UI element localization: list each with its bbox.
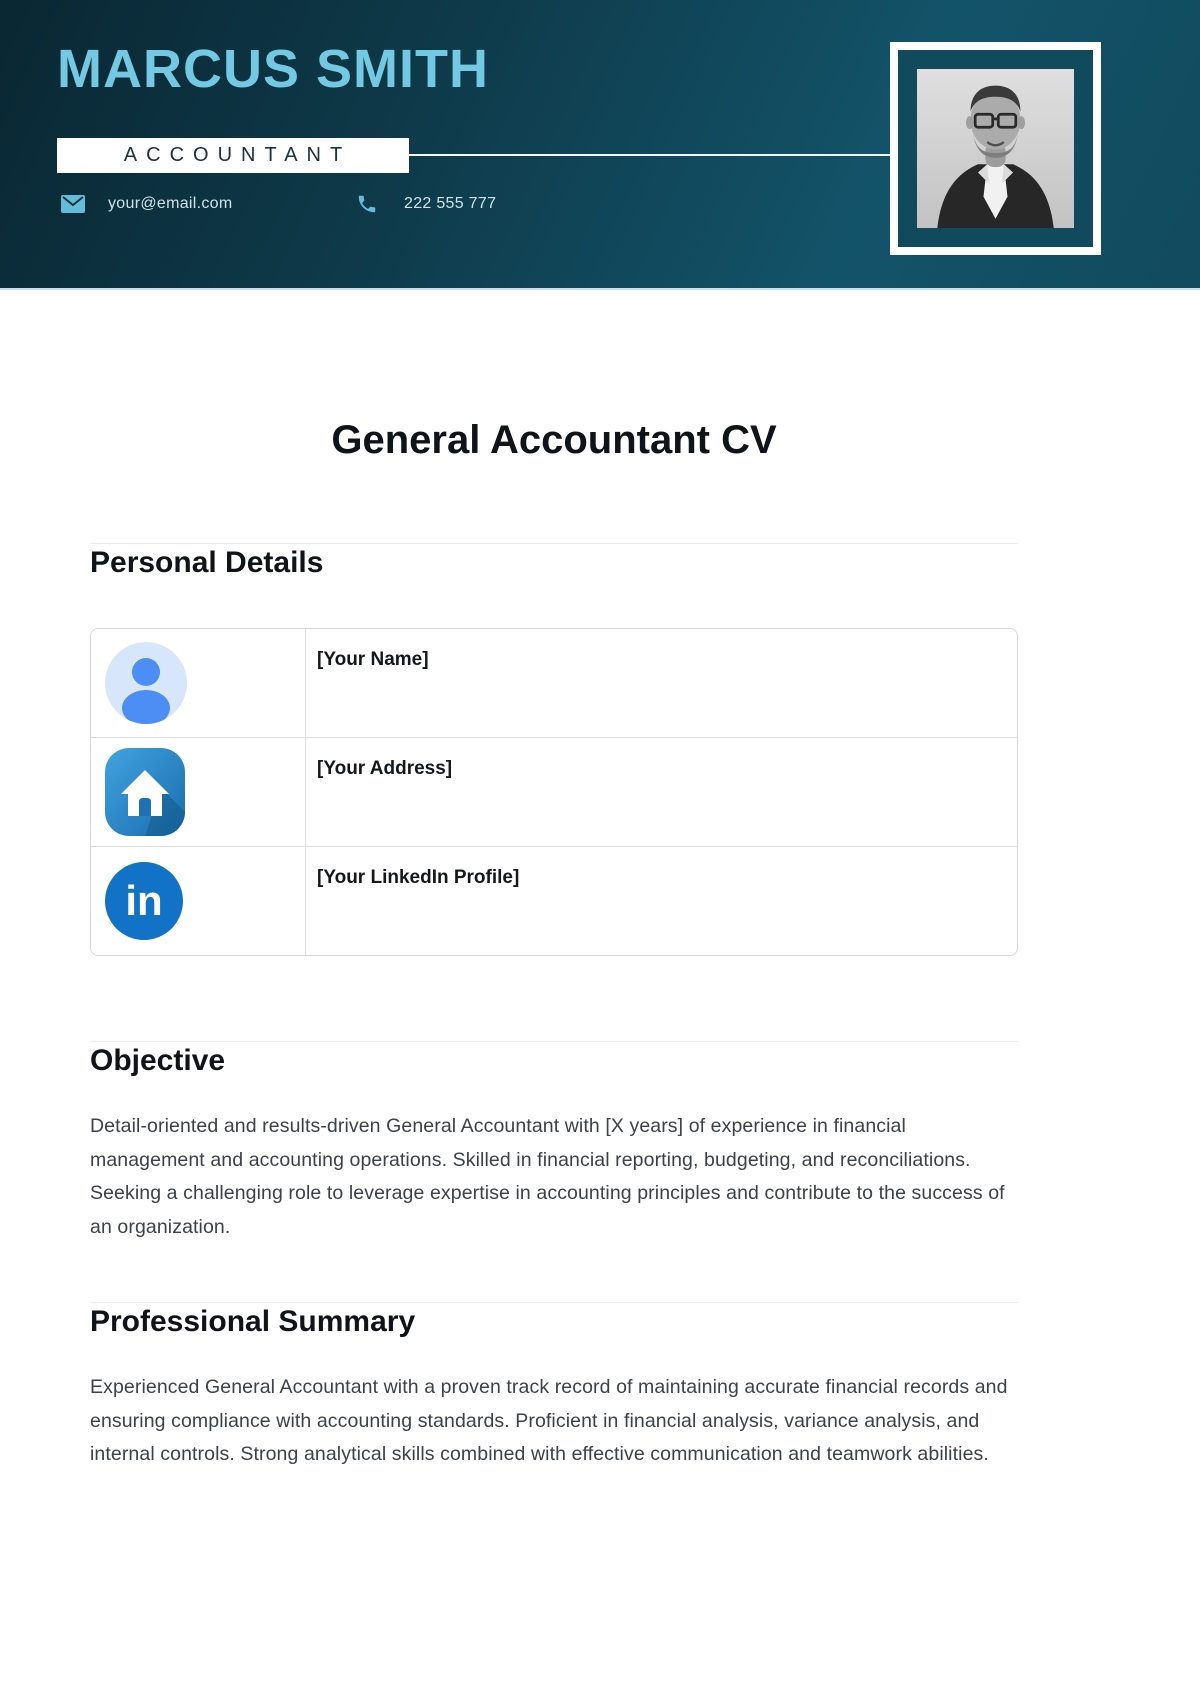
envelope-icon: [60, 192, 86, 216]
profile-photo-mat: [898, 50, 1093, 247]
personal-detail-value: [Your Address]: [317, 758, 453, 779]
header-banner: [0, 0, 1200, 290]
contact-email: [60, 192, 232, 216]
icon-cell: [91, 847, 306, 955]
person-name: MARCUS SMITH: [57, 39, 489, 99]
table-row: [91, 737, 1017, 846]
email-value: your@email.com: [108, 195, 233, 212]
icon-cell: [91, 629, 306, 737]
person-avatar-icon: [105, 642, 187, 724]
professional-summary-heading: Professional Summary: [90, 1305, 416, 1338]
personal-detail-value: [Your LinkedIn Profile]: [317, 867, 520, 888]
decorative-line: [409, 154, 890, 156]
personal-details-heading: Personal Details: [90, 546, 324, 579]
contact-phone: [356, 192, 496, 216]
role-label: ACCOUNTANT: [123, 144, 352, 166]
professional-summary-text: Experienced General Accountant with a proven track record of maintaining accurate financial records and ensuring compliance with accounting standards. Proficient in financial analysis, variance analysis, and internal controls. Strong analytical skills combined with effective communication and teamwork abilities.: [90, 1376, 1008, 1465]
phone-value: 222 555 777: [404, 195, 497, 212]
home-icon: [105, 748, 185, 836]
personal-details-table: [90, 628, 1018, 956]
role-badge: [57, 138, 409, 173]
profile-photo: [917, 69, 1074, 228]
page-title: General Accountant CV: [331, 418, 777, 462]
document-body: [90, 418, 1018, 1472]
svg-text:in: in: [125, 877, 163, 924]
linkedin-icon: [105, 862, 183, 940]
objective-heading: Objective: [90, 1044, 226, 1077]
phone-icon: [356, 192, 382, 216]
icon-cell: [91, 738, 306, 846]
profile-photo-frame: [890, 42, 1101, 255]
objective-text: Detail-oriented and results-driven General Accountant with [X years] of experience in financial management and accounting operations. Skilled in financial reporting, budgeting, and reconciliations. Seeking a challenging role to leverage expertise in accounting principles and contribute to the success of an organization.: [90, 1115, 1005, 1238]
personal-detail-value: [Your Name]: [317, 649, 429, 670]
table-row: [91, 629, 1017, 737]
table-row: [91, 846, 1017, 955]
